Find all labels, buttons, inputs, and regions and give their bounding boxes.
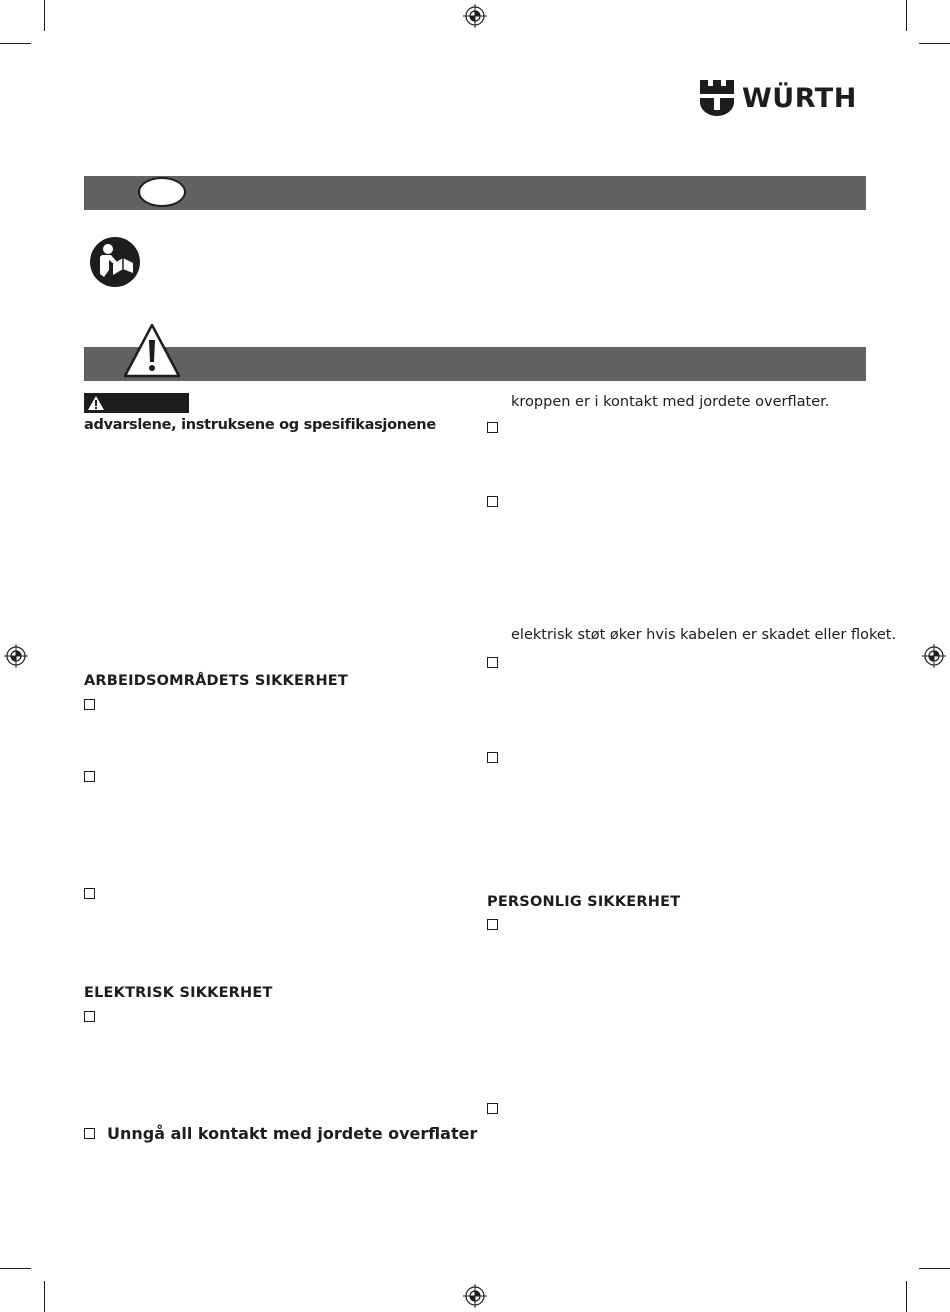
warning-label xyxy=(84,393,189,413)
checkbox-icon xyxy=(84,1011,95,1022)
checkbox-icon xyxy=(487,496,498,507)
checkbox-icon xyxy=(487,1103,498,1114)
checkbox-icon xyxy=(487,752,498,763)
right-text-line-1: kroppen er i kontakt med jordete overflater. xyxy=(511,394,830,410)
checkbox-icon xyxy=(84,888,95,899)
section-heading-electrical: ELEKTRISK SIKKERHET xyxy=(84,985,273,1001)
crop-mark xyxy=(44,1281,45,1312)
section-heading-personal: PERSONLIG SIKKERHET xyxy=(487,894,681,910)
checkbox-icon xyxy=(84,699,95,710)
crosshair-registration-icon xyxy=(4,644,28,668)
section-bar xyxy=(84,176,866,210)
crosshair-registration-icon xyxy=(463,4,487,28)
warning-bar xyxy=(84,347,866,381)
crosshair-registration-icon xyxy=(922,644,946,668)
crop-mark xyxy=(906,0,907,31)
crop-mark xyxy=(0,43,31,44)
language-badge xyxy=(138,177,186,207)
crop-mark xyxy=(919,1268,950,1269)
checkbox-icon xyxy=(487,422,498,433)
electrical-last-item xyxy=(84,1124,477,1143)
electrical-last-item-text: Unngå all kontakt med jordete overflater xyxy=(107,1124,478,1143)
checkbox-icon xyxy=(487,657,498,668)
manual-reading-icon xyxy=(89,236,141,288)
checkbox-icon xyxy=(84,771,95,782)
crop-mark xyxy=(44,0,45,31)
crosshair-registration-icon xyxy=(463,1284,487,1308)
wurth-logo-icon xyxy=(700,80,734,116)
crop-mark xyxy=(0,1268,31,1269)
section-heading-work-area: ARBEIDSOMRÅDETS SIKKERHET xyxy=(84,673,348,689)
crop-mark xyxy=(906,1281,907,1312)
crop-mark xyxy=(919,43,950,44)
brand-name: WÜRTH xyxy=(742,82,857,114)
warning-intro: advarslene, instruksene og spesifikasjonene xyxy=(84,417,436,433)
right-text-line-2: elektrisk støt øker hvis kabelen er skadet eller floket. xyxy=(511,627,897,643)
wurth-logo xyxy=(700,80,857,116)
checkbox-icon xyxy=(84,1128,95,1139)
checkbox-icon xyxy=(487,919,498,930)
warning-triangle-icon xyxy=(87,395,105,411)
warning-triangle-icon xyxy=(123,322,181,379)
